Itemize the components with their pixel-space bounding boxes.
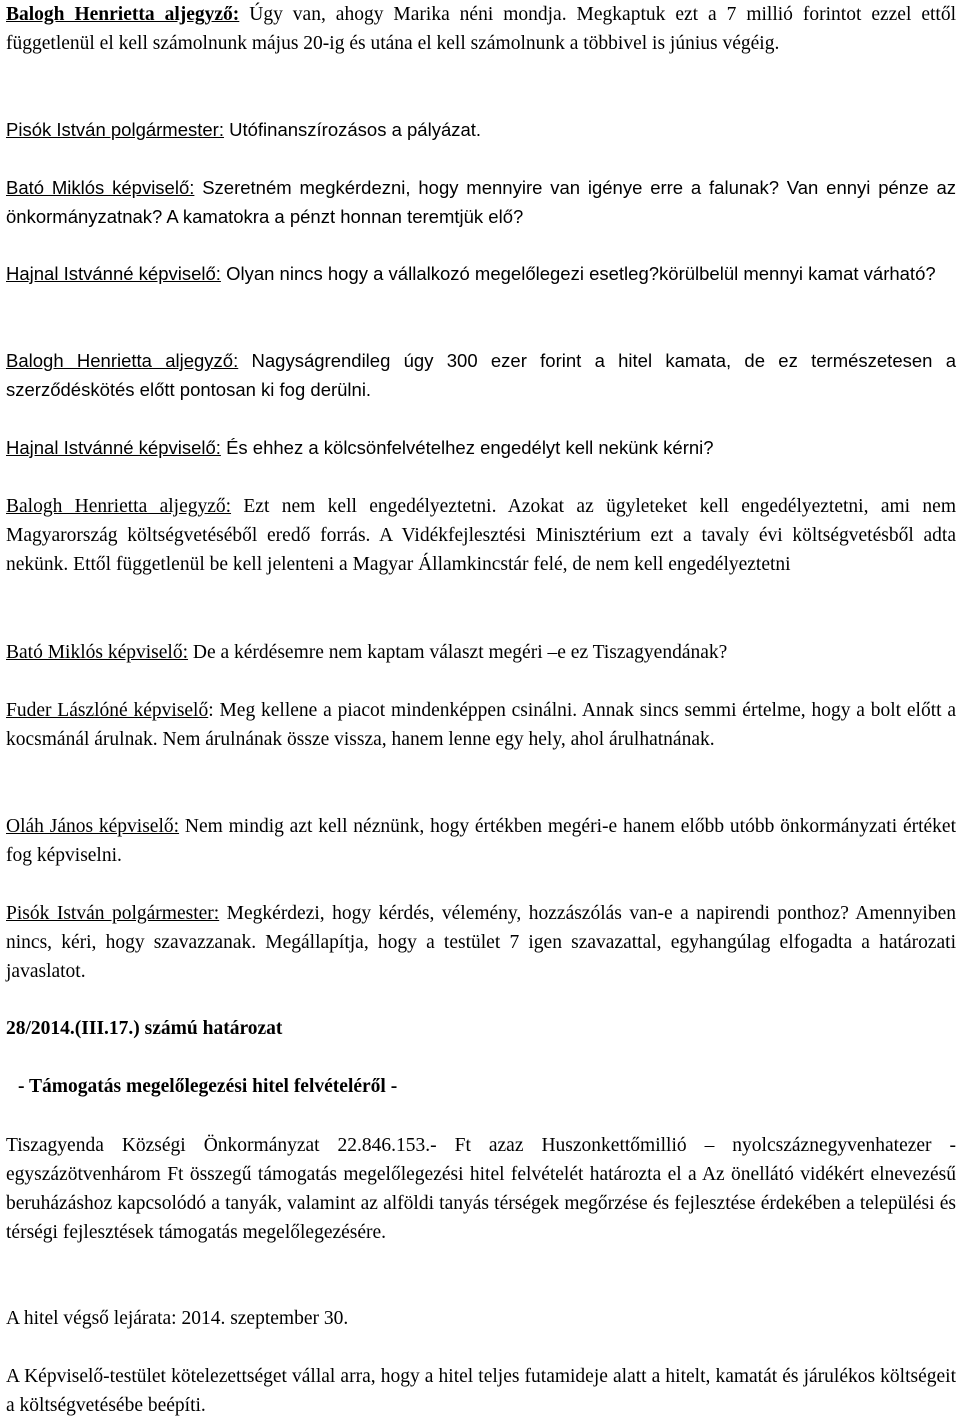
speaker-label: Bató Miklós képviselő: [6,642,188,663]
speaker-label: Pisók István polgármester: [6,903,220,924]
paragraph [6,260,956,289]
speech-text: Úgy van, ahogy Marika néni mondja. Megkaptuk ezt a 7 millió forintot ezzel ettől függetlenül el kell számolnunk május 20-ig és utána el kell számolnunk a többivel is június végéig. [6,4,956,54]
speaker-label: Oláh János képviselő: [6,816,180,837]
paragraph [6,492,956,579]
speaker-label: Pisók István polgármester: [6,119,224,140]
speech-text: Nem mindig azt kell néznünk, hogy értékben megéri-e hanem előbb utóbb önkormányzati értéket fog képviselni. [6,816,956,866]
resolution-body: Tiszagyenda Községi Önkormányzat 22.846.153.- Ft azaz Huszonkettőmillió – nyolcszáznegyvenhatezer - egyszázötvenhárom Ft összegű támogatás megelőlegezési hitel felvételét határozta el a Az önellátó vidékért elnevezésű beruházáshoz kapcsolódó a tanyák, valamint az alföldi tanyás térségek megőrzése és fejlesztése érdekében a települési és térségi fejlesztések támogatás megelőlegezésére. [6,1135,956,1243]
speaker-label: Hajnal Istvánné képviselő: [6,437,221,458]
paragraph [6,696,956,754]
speech-text: Szeretném megkérdezni, hogy mennyire van igénye erre a falunak? Van ennyi pénze az önkormányzatnak? A kamatokra a pénzt honnan teremtjük elő? [6,177,956,227]
speech-text: Megkérdezi, hogy kérdés, vélemény, hozzászólás van-e a napirendi ponthoz? Amennyiben nincs, kéri, hogy szavazzanak. Megállapítja, hogy a testület 7 igen szavazattal, egyhangúlag elfogadta a határozati javaslatot. [6,903,956,982]
commitment-paragraph: A Képviselő-testület kötelezettséget vállal arra, hogy a hitel teljes futamideje alatt a hitelt, kamatát és járulékos költségeit a költségvetésébe beépíti. [6,1366,956,1416]
paragraph [6,638,956,667]
speaker-label: Fuder Lászlóné képviselő [6,700,209,721]
loan-deadline: A hitel végső lejárata: 2014. szeptember 30. [6,1308,349,1329]
paragraph [6,0,956,58]
speaker-label: Balogh Henrietta aljegyző: [6,350,239,371]
speech-text: : Meg kellene a piacot mindenképpen csinálni. Annak sincs semmi értelme, hogy a bolt előtt a kocsmánál árulnak. Nem árulnának össze vissza, hanem lenne egy hely, ahol árulhatnának. [6,700,956,750]
speaker-label: Hajnal Istvánné képviselő: [6,263,221,284]
paragraph [6,812,956,870]
speech-text: Olyan nincs hogy a vállalkozó megelőlegezi esetleg?körülbelül mennyi kamat várható? [220,263,936,284]
resolution-title: - Támogatás megelőlegezési hitel felvételéről - [18,1076,398,1097]
speech-text: Utófinanszírozásos a pályázat. [223,119,482,140]
speaker-label: Bató Miklós képviselő: [6,177,195,198]
paragraph [6,347,956,404]
speaker-label: Balogh Henrietta aljegyző: [6,496,232,517]
paragraph [6,174,956,231]
speech-text: Nagyságrendileg úgy 300 ezer forint a hitel kamata, de ez természetesen a szerződéskötés előtt pontosan ki fog derülni. [6,350,956,400]
paragraph [6,116,956,145]
paragraph [6,899,956,986]
speech-text: Ezt nem kell engedélyeztetni. Azokat az ügyleteket kell engedélyeztetni, ami nem Magyarország költségvetéséből eredő forrás. A Vidékfejlesztési Minisztérium ezt a tavaly évi költségvetésből adta nekünk. Ettől függetlenül be kell jelenteni a Magyar Államkincstár felé, de nem kell engedélyeztetni [6,496,956,575]
speech-text: De a kérdésemre nem kaptam választ megéri –e ez Tiszagyendának? [188,642,728,663]
paragraph [6,434,956,463]
speech-text: És ehhez a kölcsönfelvételhez engedélyt kell nekünk kérni? [220,437,714,458]
speaker-label: Balogh Henrietta aljegyző: [6,4,240,25]
resolution-number: 28/2014.(III.17.) számú határozat [6,1018,283,1039]
